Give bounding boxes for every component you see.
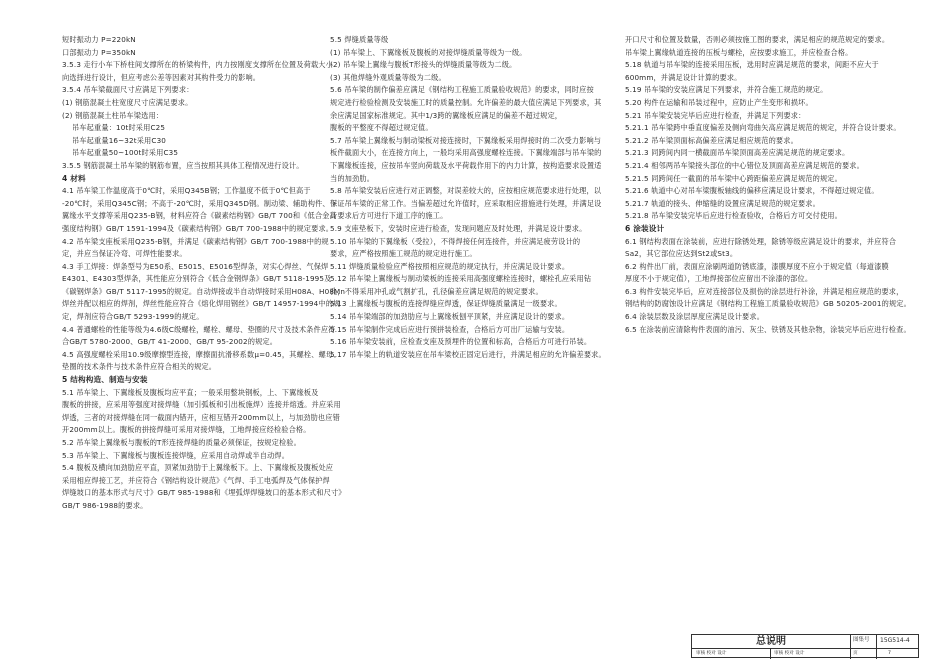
text-line: 5.21.5 同跨间任一截面的吊车梁中心跨距偏差应满足规范的规定。 [625,173,842,183]
text-line: 5.6 吊车梁的制作偏差应满足《钢结构工程施工质量验收规范》的要求，同时应按 [330,85,594,95]
text-line: 吊车梁上翼缘轨道连接的压板与螺栓，应按要求施工，并应检查合格。 [625,47,853,57]
text-line: 吊车起重量：10t时采用C25 [72,123,166,133]
text-line: 当的加劲肋。 [330,173,375,183]
text-line: 5.21.3 同跨间内同一横截面吊车梁顶面高差应满足规范的规定要求。 [625,148,850,158]
text-line: 板件截面大小，在连接方向上，一般均采用高强度螺栓连接。下翼缘端部与吊车梁的 [330,148,602,158]
text-line: 钢结构的防腐蚀设计应满足《钢结构工程施工质量验收规范》GB 50205-2001的规定。 [625,299,911,309]
title-block-signature-row [692,648,918,659]
page-label: 页 [853,651,858,656]
text-line: (2) 钢筋混凝土柱吊车梁选用： [62,110,164,120]
text-line: 5.20 构件在运输和吊装过程中，应防止产生变形和损坏。 [625,97,813,107]
text-line: (1) 吊车梁上、下翼缘板及腹板的对接焊缝质量等级为一级。 [330,47,527,57]
text-line: 5.9 支座垫板下，安装时应进行检查，发现问题应及时处理，并满足设计要求。 [330,223,587,233]
text-line: 采用相应焊接工艺，并应符合《钢结构设计规范》《气焊、手工电弧焊及气体保护焊 [62,475,330,485]
text-line: 保证吊车梁的正常工作。当偏差超过允许值时，应采取相应措施进行处理，并满足设 [330,198,602,208]
text-line: 吊车起重量50~100t时采用C35 [72,148,179,158]
text-line: 4.3 手工焊接：焊条型号为E50系、E5015、E5016型焊条，对实心焊丝、气保焊 [62,261,329,271]
text-line: 5.12 吊车梁上翼缘板与制动梁板的连接采用高强度螺栓连接时，螺栓孔应采用钻 [330,274,592,284]
text-line: Sa2，其它部位应达到St2或St3。 [625,249,738,259]
text-line: 5.1 吊车梁上、下翼缘板及腹板均应平直；一般采用整块钢板，上、下翼缘板及 [62,387,319,397]
text-line: 3.5.5 钢筋混凝土吊车梁的钢筋布置，应当按照其具体工程情况进行设计。 [62,160,304,170]
text-line: 5.21.2 吊车梁顶面标高偏差应满足相应规范的要求。 [625,135,798,145]
section-heading: 4 材料 [62,173,86,183]
text-line: 6.2 构件出厂前，表面应涂刷两道防锈底漆，漆膜厚度不应小于规定值（每道漆膜 [625,261,889,271]
text-line: 定，焊剂应符合GB/T 5293-1999的规定。 [62,312,204,322]
drawing-title: 总说明 [692,635,851,648]
text-line: 4.5 高强度螺栓采用10.9级摩擦型连接，摩擦面抗滑移系数μ=0.45，其螺栓、螺母、 [62,349,341,359]
text-line: 规定进行检验检测及安装施工时的质量控制。允许偏差的最大值应满足下列要求，其 [330,97,602,107]
text-line: 焊透，三者的对接焊缝在同一截面内错开，应相互错开200mm以上，与加劲肋也应错 [62,412,340,422]
text-line: 开口尺寸和位置及数量，否则必须按施工图的要求，满足相应的规范规定的要求。 [625,35,890,44]
text-line: 5.16 吊车梁安装前，应检查支座及预埋件的位置和标高，合格后方可进行吊装。 [330,337,592,347]
text-line: 5.7 吊车梁上翼缘板与制动梁板对接连接时，下翼缘板采用焊接时的二次受力影响与 [330,135,602,145]
text-line: E4301、E4303型焊条，其性能应分别符合《低合金钢焊条》GB/T 5118-1995及 [62,274,332,284]
text-line: 口部振动力 P=350kN [62,47,136,57]
text-line: 6.4 涂装层数及涂层厚度应满足设计要求。 [625,312,765,322]
text-line: 5.17 吊车梁上的轨道安装应在吊车梁校正固定后进行，并满足相应的允许偏差要求。 [330,349,606,359]
text-line: 6.3 构件安装完毕后，应对连接部位及损伤的涂层进行补涂，并满足相应规范的要求， [625,286,904,296]
text-line: 计要求后方可进行下道工序的施工。 [330,211,448,221]
text-line: 定，并应当保证冷弯、可焊性能要求。 [62,249,187,259]
text-line: 孔，不得采用冲孔或气割扩孔，孔径偏差应满足规范的规定要求。 [330,286,543,296]
text-line: 焊缝坡口的基本形式与尺寸》GB/T 985-1988和《埋弧焊焊缝坡口的基本形式和尺寸》 [62,488,346,498]
atlas-no-value: 15G514-4 [880,637,910,644]
text-line: 5.14 吊车梁端部的加劲肋应与上翼缘板刨平顶紧，并应满足设计的要求。 [330,312,570,322]
text-line: 3.5.3 走行小车下桥柱间支撑所在的桥梁构件，内力按刚度支撑所在位置及荷载大小 [62,60,333,70]
text-line: 5.21.6 轨道中心对吊车梁腹板轴线的偏移应满足设计要求，不得超过规定值。 [625,186,879,196]
text-line: 5.21.8 吊车梁安装完毕后应进行检查验收，合格后方可交付使用。 [625,211,842,221]
text-line: 5.15 吊车梁制作完成后应进行预拼装检查，合格后方可出厂运输与安装。 [330,324,570,334]
text-line: 垫圈的技术条件与技术条件应符合相关的规定。 [62,362,217,372]
text-line: (2) 吊车梁上翼缘与腹板T形接头的焊缝质量等级为二级。 [330,60,517,70]
text-line: 下翼缘板连接，应按吊车竖向荷载及水平荷载作用下的内力计算，按构造要求设置适 [330,160,602,170]
text-line: 焊丝并配以相应的焊剂，焊丝性能应符合《熔化焊用钢丝》GB/T 14957-1994中的规 [62,299,341,309]
section-heading: 6 涂装设计 [625,223,665,233]
text-line: 5.21.4 相邻两吊车梁接头部位的中心错位及顶面高差应满足规范的要求。 [625,160,864,170]
text-line: 强度结构钢》GB/T 1591-1994及《碳素结构钢》GB/T 700-1988中的规定要求。 [62,223,334,233]
text-line: 向选择进行设计，但应考虑公差等因素对其构件受力的影响。 [62,72,261,82]
text-line: 5.8 吊车梁安装后应进行对正调整，对误差较大的，应按相应规范要求进行处理，以 [330,186,602,196]
text-column-3 [625,34,911,336]
text-line: (3) 其他焊缝外观质量等级为二级。 [330,72,446,82]
text-line: 5.4 腹板及横向加劲肋应平直，顶紧加劲肋于上翼缘板下。上、下翼缘板及腹板处应 [62,463,334,473]
text-line: 4.2 吊车梁支座板采用Q235-B钢，并满足《碳素结构钢》GB/T 700-1988中的规 [62,236,329,246]
text-line: 合GB/T 5780-2000、GB/T 41-2000、GB/T 95-2002的规定。 [62,337,278,347]
text-line: 600mm，并满足设计计算的要求。 [625,72,742,82]
text-line: 《碳钢焊条》GB/T 5117-1995的规定。自动焊接或半自动焊接时采用H08A、H08Mn [62,286,346,296]
text-line: 腹板的拼接，应采用等强度对接焊缝（加引弧板和引出板施焊）连接并熔透。并应采用 [62,400,341,410]
text-column-2 [330,34,606,361]
text-line: -20℃时，采用Q345C钢；不高于-20℃时，采用Q345D钢。制动梁、辅助构件、下 [62,198,338,208]
text-line: 5.21.7 轨道的接头、伸缩缝的设置应满足规范的规定要求。 [625,198,820,208]
text-line: GB/T 986-1988的要求。 [62,500,148,510]
text-line: 5.13 上翼缘板与腹板的连接焊缝应焊透，保证焊缝质量满足一级要求。 [330,299,562,309]
text-line: 短时振动力 P=220kN [62,35,136,44]
review-signature-labels: 审核 校对 设计 [696,651,727,656]
text-column-1 [62,34,346,513]
text-line: 5.11 焊缝质量检验应严格按照相应规范的规定执行，并应满足设计要求。 [330,261,570,271]
text-line: 5.21 吊车梁安装完毕后应进行检查，并满足下列要求： [625,110,806,120]
text-line: 5.5 焊缝质量等级 [330,35,389,44]
text-line: 余应满足国家标准规定。其中1/3跨的翼缘板应满足的偏差不超过规定， [330,110,563,120]
title-block [691,634,919,658]
text-line: 5.21.1 吊车梁跨中垂直度偏差及侧向弯曲矢高应满足规范的规定，并符合设计要求。 [625,123,901,133]
text-line: 开200mm以上。腹板的拼接焊缝可采用对接焊缝，工地焊接应经检验合格。 [62,425,311,435]
text-line: 腹板的平整度不得超过规定值。 [330,123,433,133]
text-line: 6.1 钢结构表面在涂装前，应进行除锈处理，除锈等级应满足设计的要求，并应符合 [625,236,897,246]
text-line: 4.1 吊车梁工作温度高于0℃时，采用Q345B钢；工作温度不低于0℃但高于 [62,186,311,196]
text-line: 5.10 吊车梁的下翼缘板（受拉），不得焊接任何连接件，并应满足疲劳设计的 [330,236,581,246]
text-line: 6.5 在涂装前应清除构件表面的油污、灰尘、铁锈及其他杂物，涂装完毕后应进行检查。 [625,324,911,334]
text-line: 厚度不小于规定值），工地焊接部位应留出不涂漆的部位。 [625,274,813,284]
text-line: 5.18 轨道与吊车梁的连接采用压板，选用时应满足规范的要求，间距不应大于 [625,60,879,70]
page-number: 7 [888,651,891,656]
text-line: 5.2 吊车梁上翼缘板与腹板的T形连接焊缝的质量必须保证，按规定检验。 [62,438,301,447]
text-line: 3.5.4 吊车梁截面尺寸应满足下列要求： [62,85,194,95]
text-line: 5.3 吊车梁上、下翼缘板与腹板连接焊缝，应采用自动焊或半自动焊。 [62,450,290,460]
text-line: 吊车起重量16~32t采用C30 [72,135,167,145]
text-line: 5.19 吊车梁的安装应满足下列要求，并符合施工规范的规定。 [625,85,828,95]
text-line: 要求，应严格按照施工规范的规定进行施工。 [330,249,477,259]
design-signature-labels: 审核 校对 设计 [774,651,805,656]
text-line: 翼缘水平支撑等采用Q235-B钢，材料应符合《碳素结构钢》GB/T 700和《低合金高 [62,211,337,221]
section-heading: 5 结构构造、制造与安装 [62,375,148,385]
text-line: (1) 钢筋混凝土柱宽度尺寸应满足要求。 [62,97,193,107]
text-line: 4.4 普通螺栓的性能等级为4.6级C级螺栓，螺栓、螺母、垫圈的尺寸及技术条件应符 [62,324,336,334]
atlas-no-label: 图集号 [853,637,870,643]
